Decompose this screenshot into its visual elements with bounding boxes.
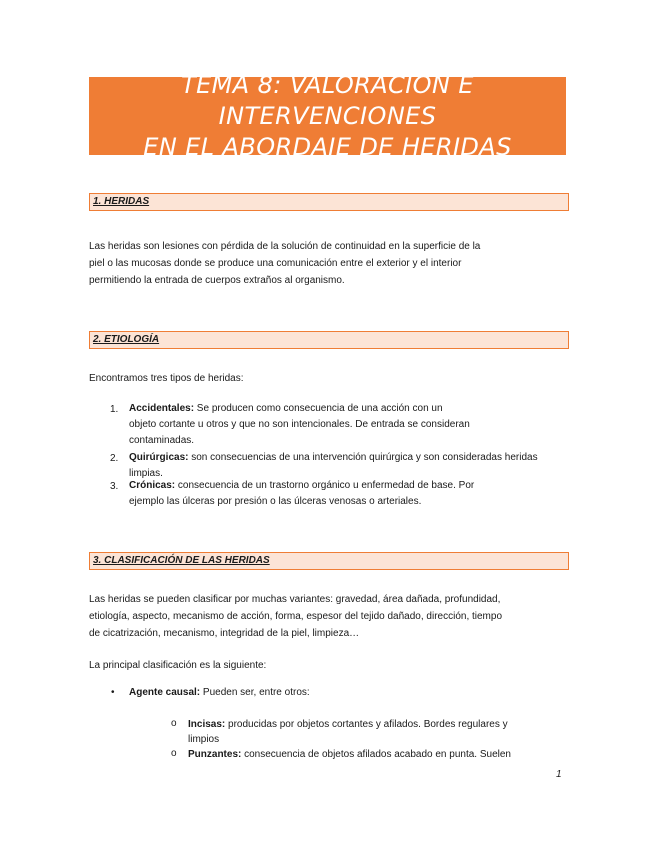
paragraph-line: Las heridas se pueden clasificar por muchas variantes: gravedad, área dañada, profundidad, [89, 594, 501, 605]
subitem-text: producidas por objetos cortantes y afilados. Bordes regulares y [225, 719, 508, 730]
bullet-dot-icon: • [111, 687, 115, 698]
section-header-etiologia [89, 331, 569, 349]
subitem-punzantes [188, 747, 558, 762]
section-header-clasificacion [89, 552, 569, 570]
list-item-text: objeto cortante u otros y que no son intencionales. De entrada se consideran [129, 419, 470, 430]
bullet-text: Pueden ser, entre otros: [200, 687, 310, 698]
title-banner [89, 70, 566, 161]
term-label: Agente causal: [129, 687, 201, 698]
section-title: 2. ETIOLOGÍA [93, 334, 160, 345]
term-label: Quirúrgicas: [129, 452, 189, 463]
paragraph-line: piel o las mucosas donde se produce una comunicación entre el exterior y el interior [89, 258, 462, 269]
principal-clasificacion: La principal clasificación es la siguiente: [89, 660, 267, 671]
list-item-text: contaminadas. [129, 435, 195, 446]
term-label: Crónicas: [129, 480, 176, 491]
list-item-text: son consecuencias de una intervención quirúrgica y son consideradas heridas [188, 452, 538, 463]
term-label: Punzantes: [188, 749, 242, 760]
paragraph-clasificacion [89, 591, 519, 642]
paragraph-line: etiología, aspecto, mecanismo de acción, forma, espesor del tejido dañado, dirección, tiempo [89, 611, 503, 622]
paragraph-line: de cicatrización, mecanismo, integridad de la piel, limpieza… [89, 628, 360, 639]
page-number: 1 [556, 769, 562, 780]
paragraph-line: Las heridas son lesiones con pérdida de la solución de continuidad en la superficie de la [89, 241, 481, 252]
paragraph-line: permitiendo la entrada de cuerpos extraños al organismo. [89, 275, 345, 286]
subitem-text: consecuencia de objetos afilados acabado en punta. Suelen [241, 749, 511, 760]
circle-bullet-icon: o [171, 748, 177, 759]
intro-etiologia: Encontramos tres tipos de heridas: [89, 373, 244, 384]
paragraph-heridas [89, 238, 509, 289]
list-item-cronicas [129, 478, 559, 510]
list-number: 3. [110, 481, 119, 492]
circle-bullet-icon: o [171, 718, 177, 729]
section-title: 1. HERIDAS [93, 196, 150, 207]
term-label: Incisas: [188, 719, 226, 730]
list-number: 1. [110, 404, 119, 415]
list-number: 2. [110, 453, 119, 464]
list-item-accidentales [129, 401, 559, 449]
list-item-text: Se producen como consecuencia de una acción con un [194, 403, 443, 414]
section-header-heridas [89, 193, 569, 211]
title-line-1: TEMA 8: VALORACIÓN E INTERVENCIONES [181, 70, 474, 130]
list-item-text: ejemplo las úlceras por presión o las úlceras venosas o arteriales. [129, 496, 422, 507]
list-item-text: limpias. [129, 468, 163, 479]
list-item-text: consecuencia de un trastorno orgánico u enfermedad de base. Por [175, 480, 475, 491]
term-label: Accidentales: [129, 403, 195, 414]
bullet-item-agente-causal [129, 687, 310, 698]
subitem-incisas [188, 717, 558, 747]
subitem-text: limpios [188, 734, 220, 745]
title-line-2: EN EL ABORDAJE DE HERIDAS [143, 132, 512, 161]
section-title: 3. CLASIFICACIÓN DE LAS HERIDAS [93, 555, 270, 566]
